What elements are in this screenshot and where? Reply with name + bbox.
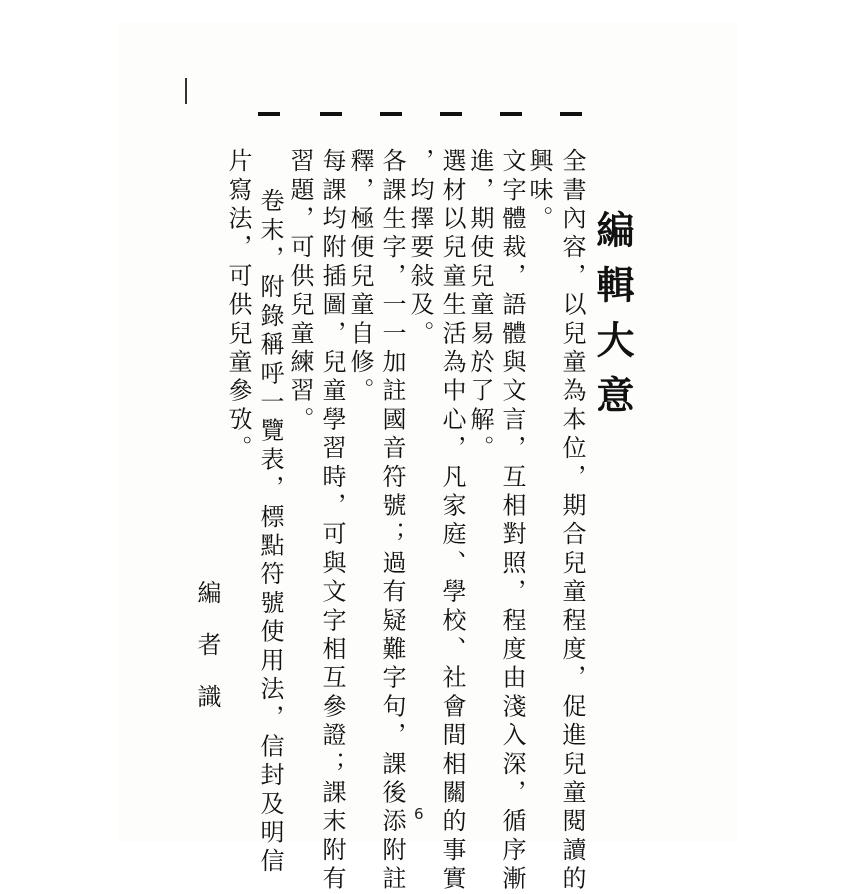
item-bullet [500, 112, 522, 116]
item-3-line-2: ，均擇要敍及。 [406, 148, 434, 349]
margin-mark [185, 78, 187, 104]
item-5-line-1: 每課均附插圖，兒童學習時，可與文字相互參證；課末附有 [318, 148, 346, 894]
item-bullet [440, 112, 462, 116]
page-number: 6 [414, 805, 424, 823]
item-bullet [380, 112, 402, 116]
item-6-line-2: 片寫法，可供兒童參攷。 [224, 148, 252, 464]
item-2-line-2: 進，期使兒童易於了解。 [466, 148, 494, 464]
item-bullet [320, 112, 342, 116]
item-bullet [560, 112, 582, 116]
item-2-line-1: 文字體裁，語體與文言，互相對照，程度由淺入深，循序漸 [498, 148, 526, 894]
page-title: 編輯大意 [590, 210, 635, 430]
item-1-line-1: 全書內容，以兒童為本位，期合兒童程度，促進兒童閱讀的 [558, 148, 586, 894]
item-5-line-2: 習題，可供兒童練習。 [286, 148, 314, 435]
item-3-line-1: 選材以兒童生活為中心，凡家庭、學校、社會間相關的事實 [438, 148, 466, 894]
item-4-line-2: 釋，極便兒童自修。 [346, 148, 374, 407]
editor-signature: 編者識 [193, 580, 221, 736]
item-bullet [258, 112, 280, 116]
item-1-line-2: 興味。 [525, 148, 553, 235]
item-6-line-1: 卷末，附錄稱呼一覽表，標點符號使用法，信封及明信 [256, 188, 284, 877]
item-4-line-1: 各課生字，一一加註國音符號；過有疑難字句，課後添附註 [378, 148, 406, 894]
